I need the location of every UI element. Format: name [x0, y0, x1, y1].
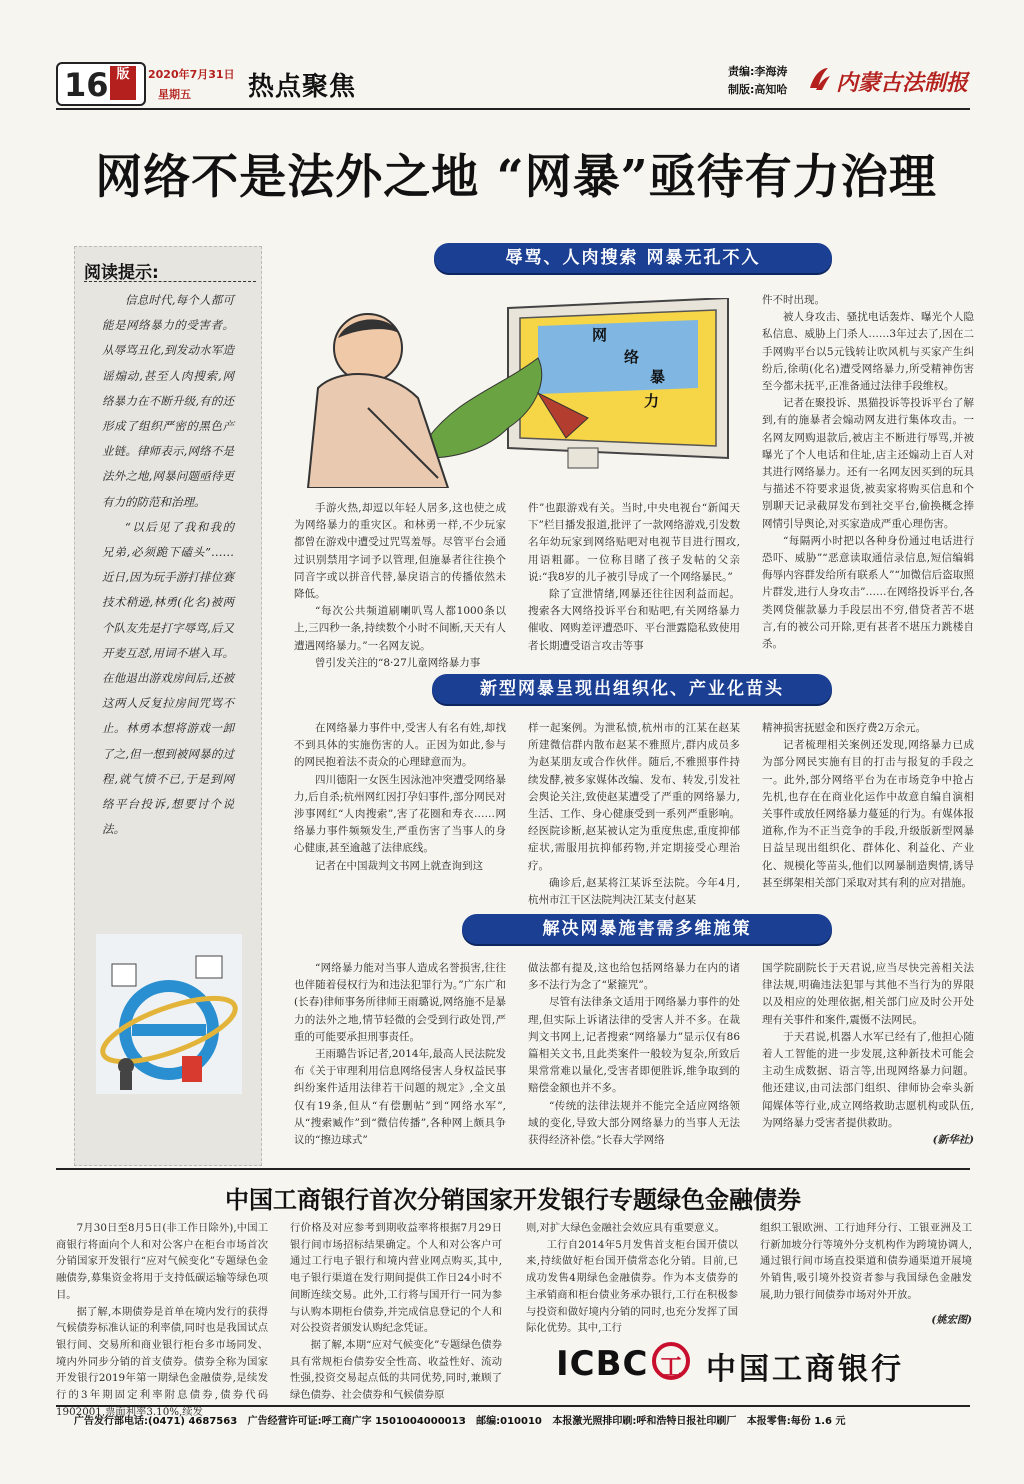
editor-credit: 责编:李海涛: [728, 65, 788, 78]
issue-date: 2020年7月31日: [148, 68, 235, 81]
icbc-logo: [556, 1340, 916, 1386]
page-ban-label: 版: [110, 66, 136, 100]
section1-column-3: [762, 292, 974, 653]
paragraph: 样一起案例。为泄私愤,杭州市的江某在赵某所建微信群内散布赵某不雅照片,群内成员多为赵某朋友或合作伙伴。随后,不雅照事件持续发酵,被多家媒体改编、发布、转发,引发社会舆论关注,致使赵某遭受了严重的网络暴力,生活、工作、身心健康受到一系列严重影响。经医院诊断,赵某被认定为重度焦虑,重度抑郁症状,需服用抗抑郁药物,并定期接受心理治疗。: [528, 722, 740, 872]
bank-column-3: [526, 1220, 738, 1337]
section3-banner: 解决网暴施害需多维施策: [462, 914, 832, 944]
section-name: 热点聚焦: [248, 72, 357, 102]
paragraph: 记者梳理相关案例还发现,网络暴力已成为部分网民实施有目的打击与报复的手段之一。此外,部分网络平台为在市场竞争中抢占先机,也存在在商业化运作中故意自编自演相关事件或放任网络暴力蔓延的行为。有媒体报道称,作为不正当竞争的手段,升级版新型网暴日益呈现出组织化、群体化、利益化、产业化、规模化等苗头,他们以网暴制造舆情,诱导甚至绑架相关部门采取对其有利的应对措施。: [762, 739, 974, 889]
issue-weekday: 星期五: [158, 88, 191, 101]
illustration-char: 暴: [650, 368, 666, 386]
section3-column-2: [528, 960, 740, 1149]
newspaper-logo: [806, 64, 969, 98]
icbc-emblem-icon: 工: [652, 1342, 690, 1380]
icbc-logo-en: ICBC: [556, 1344, 649, 1384]
paragraph: “网络暴力能对当事人造成名誉损害,往往也伴随着侵权行为和违法犯罪行为。”广东广和(长春)律师事务所律师王雨璐说,网络施不是暴力的法外之地,情节轻微的会受到行政处罚,严重的可能要承担刑事责任。: [294, 962, 506, 1043]
section1-column-2: [528, 500, 740, 655]
page-number: 16: [64, 66, 109, 104]
reading-tips-divider: [84, 281, 256, 282]
ad-top-rule: [56, 1168, 970, 1170]
illustration-char: 网: [592, 326, 608, 344]
paragraph: “传统的法律法规并不能完全适应网络领域的变化,导致大部分网络暴力的当事人无法获得经济补偿。”长春大学网络: [528, 1099, 740, 1147]
reading-tips-paragraph: “以后见了我和我的兄弟,必须跪下磕头”……近日,因为玩手游打排位赛技术稍逊,林勇(化名)被两个队友先是打字辱骂,后又开麦互怼,用词不堪入耳。在他退出游戏房间后,还被这两人反复拉房间咒骂不止。林勇本想将游戏一卸了之,但一想到被网暴的过程,就气愤不已,于是到网络平台投诉,想要讨个说法。: [102, 519, 234, 837]
paragraph: 在网络暴力事件中,受害人有名有姓,却找不到具体的实施伤害的人。正因为如此,参与的网民抱着法不责众的心理肆意而为。: [294, 722, 506, 769]
paragraph: “每隔两小时把以各种身份通过电话进行恐吓、威胁”“恶意读取通信录信息,短信编辑侮辱内容群发给所有联系人”“加微信后盗取照片群发,进行人身攻击”……在网络投诉平台,各类网贷催款暴力手段层出不穷,借贷者苦不堪言,有的被公司开除,更有甚者不堪压力跳楼自杀。: [762, 534, 974, 651]
section2-banner: 新型网暴呈现出组织化、产业化苗头: [432, 674, 832, 704]
paragraph: 被人身攻击、骚扰电话轰炸、曝光个人隐私信息、威胁上门杀人……3年过去了,因在二手网购平台以5元钱转让吹风机与买家产生纠纷后,徐萌(化名)遭受网络暴力,所受精神伤害至今都未抚平,正准备通过法律手段维权。: [762, 311, 974, 393]
designer-credit: 制版:高知哈: [728, 83, 788, 96]
internet-explorer-cartoon-icon: [96, 934, 242, 1094]
main-headline: 网络不是法外之地 “网暴”亟待有力治理: [95, 150, 937, 205]
paragraph: 记者在聚投诉、黑猫投诉等投诉平台了解到,有的施暴者会煽动网友进行集体攻击。一名网友网购退款后,被店主不断进行辱骂,并被曝光了个人电话和住址,店主还煽动上百人对其进行网络暴力。还有一名网友因买到的玩具与描述不符要求退货,被卖家将购买信息和个别聊天记录截屏发布到社交平台,偷换概念捧网情引导舆论,对买家造成严重心理伤害。: [762, 397, 974, 530]
section3-column-3: [762, 960, 974, 1149]
bank-column-2: [290, 1220, 502, 1404]
bank-headline: 中国工商银行首次分销国家开发银行专题绿色金融债券: [225, 1185, 801, 1214]
paragraph: 除了宣泄情绪,网暴还往往因利益而起。搜索各大网络投诉平台和贴吧,有关网络暴力催收、网购差评遭恐吓、平台泄露隐私致使用者长期遭受语言攻击等事: [528, 588, 740, 652]
article-source: (新华社): [932, 1134, 974, 1147]
page-number-box: [56, 62, 146, 106]
section1-column-1: [294, 500, 506, 672]
paragraph: 据了解,本期“应对气候变化”专题绿色债券具有常规柜台债券安全性高、收益性好、流动性强,投资交易起点低的共同优势,同时,兼顾了绿色债券、社会债券和气候债券原: [290, 1338, 502, 1402]
paragraph: 王雨璐告诉记者,2014年,最高人民法院发布《关于审理利用信息网络侵害人身权益民事纠纷案件适用法律若干问题的规定》,全文虽仅有19条,但从“有偿删帖”到“网络水军”,从“搜索臧作”到“微信传播”,各种网上颇具争议的“擦边球式”: [294, 1048, 506, 1147]
paragraph: 组织工银欧洲、工行迪拜分行、工银亚洲及工行新加坡分行等境外分支机构作为跨境协调人,通过银行间市场直投渠道和债券通渠道开展境外销售,吸引境外投资者参与我国绿色金融发展,助力银行间债券市场对外开放。: [760, 1222, 972, 1301]
paragraph: 国学院副院长于天君说,应当尽快完善相关法律法规,明确违法犯罪与其他不当行为的界限以及相应的处理依据,相关部门应及时公开处理有关事件和案件,震慑不法网民。: [762, 962, 974, 1026]
paragraph: 手游火热,却逗以年轻人居多,这也使之成为网络暴力的重灾区。和林勇一样,不少玩家都曾在游戏中遭受过咒骂羞辱。尽管平台会通过识别禁用字词予以管理,但施暴者往往换个同音字或以拼音代替,暴戾语言的传播依然未降低。: [294, 502, 506, 601]
section1-banner: 辱骂、人肉搜索 网暴无孔不入: [434, 243, 832, 273]
paragraph: “每次公共频道刷喇叭骂人都1000条以上,三四秒一条,持续数个小时不间断,天天有人遭遇网络暴力。”一名网友说。: [294, 605, 506, 652]
paragraph: 四川德阳一女医生因泳池冲突遭受网络暴力,后自杀;杭州网红因打孕妇事件,部分网民对涉事网红“人肉搜索”,害了花圈和寿衣……网络暴力事件频频发生,严重伤害了当事人的身心健康,甚至逾越了法律底线。: [294, 773, 506, 855]
illustration-char: 络: [624, 348, 640, 366]
paragraph: 记者在中国裁判文书网上就查询到这: [315, 859, 483, 872]
paragraph: 件”也跟游戏有关。当时,中央电视台“新闻天下”栏目播发报道,批评了一款网络游戏,引发数名年幼玩家到网络贴吧对电视节目进行围攻,用语粗鄙。一位称目睹了孩子发帖的父亲说:“我8岁的儿子被引导成了一个网络暴民。”: [528, 502, 740, 583]
paragraph: 于天君说,机器人水军已经有了,他担心随着人工智能的进一步发展,这种新技术可能会主动生成数据、语言等,出现网络暴力问题。他还建议,由司法部门组织、律师协会牵头新闻媒体等行业,成立网络救助志愿机构或队伍,为网络暴力受害者提供救助。: [762, 1030, 974, 1129]
cyberbullying-illustration: [298, 298, 738, 488]
icbc-logo-cn: 中国工商银行: [706, 1352, 904, 1387]
paragraph: 据了解,本期债券是首单在境内发行的获得气候债券标准认证的利率债,同时也是我国试点银行间、交易所和商业银行柜台多市场同发、境内外同步分销的首支债券。债券全称为国家开发银行2019年第一期绿色金融债券,是续发行的3年期固定利率附息债券,债券代码1902001,票面利率3.10%,续发: [56, 1305, 268, 1418]
paragraph: 件不时出现。: [762, 294, 825, 306]
paragraph: 确诊后,赵某将江某诉至法院。今年4月,杭州市江干区法院判决江某支付赵某: [528, 876, 740, 907]
reading-tips-paragraph: 信息时代,每个人都可能是网络暴力的受害者。从辱骂丑化,到发动水军造谣煽动,甚至人肉搜索,网络暴力在不断升级,有的还形成了组织严密的黑色产业链。律师表示,网络不是法外之地,网暴问题亟待更有力的防范和治理。: [102, 293, 234, 509]
section2-column-3: [762, 720, 974, 892]
bank-column-4: [760, 1220, 972, 1328]
reading-tips-title: 阅读提示:: [84, 263, 159, 283]
illustration-char: 力: [644, 392, 660, 410]
footer-rule: [56, 1405, 970, 1407]
paragraph: 曾引发关注的“8·27儿童网络暴力事: [315, 656, 481, 669]
paragraph: 工行自2014年5月发售首支柜台国开债以来,持续做好柜台国开债常态化分销。目前,已成功发售4期绿色金融债券。作为本支债券的主承销商和柜台债业务承办银行,工行在积极参与投资和做好境内分销的同时,也充分发挥了国际化优势。其中,工行: [526, 1238, 738, 1335]
footer-info: 广告发行部电话:(0471) 4687563 广告经营许可证:呼工商广字 150100400001З 邮编:010010 本报激光照排印刷:呼和浩特日报社印刷厂 本报零售:每份 1.6 元: [74, 1416, 846, 1427]
section2-column-1: [294, 720, 506, 875]
section2-column-2: [528, 720, 740, 909]
paragraph: 精神损害抚慰金和医疗费2万余元。: [762, 722, 927, 734]
logo-mark-icon: [806, 64, 832, 94]
sidebar-illustration: [96, 934, 242, 1094]
paragraph: 尽管有法律条文适用于网络暴力事件的处理,但实际上诉诸法律的受害人并不多。在裁判文书网上,记者搜索“网络暴力”显示仅有86篇相关文书,且此类案件一般较为复杂,所致后果常常难以量化,受害者即便胜诉,维争取到的赔偿金额也并不多。: [528, 996, 740, 1095]
header-rule: [56, 108, 970, 110]
bank-source: (姚宏图): [931, 1313, 972, 1326]
paragraph: 行价格及对应参考到期收益率将根据7月29日银行间市场招标结果确定。个人和对公客户可通过工行电子银行和境内营业网点购买,其中,电子银行渠道在发行期间提供工作日24小时不间断连续交易。此外,工行将与国开行一同为参与认购本期柜台债券,并完成信息登记的个人和对公投资者颁发认购纪念凭证。: [290, 1222, 502, 1335]
reading-tips-body: [102, 288, 234, 842]
section3-column-1: [294, 960, 506, 1149]
paragraph: 则,对扩大绿色金融社会效应具有重要意义。: [526, 1222, 725, 1234]
newspaper-logo-text: 内蒙古法制报: [836, 70, 969, 96]
paragraph: 做法都有提及,这也给包括网络暴力在内的诸多不法行为念了“紧箍咒”。: [528, 962, 740, 992]
paragraph: 7月30日至8月5日(非工作日除外),中国工商银行将面向个人和对公客户在柜台市场首次分销国家开发银行“应对气候变化”专题绿色金融债券,募集资金将用于支持低碳运输等绿色项目。: [56, 1222, 268, 1301]
cyberbullying-cartoon-icon: [298, 298, 738, 488]
bank-column-1: [56, 1220, 268, 1420]
